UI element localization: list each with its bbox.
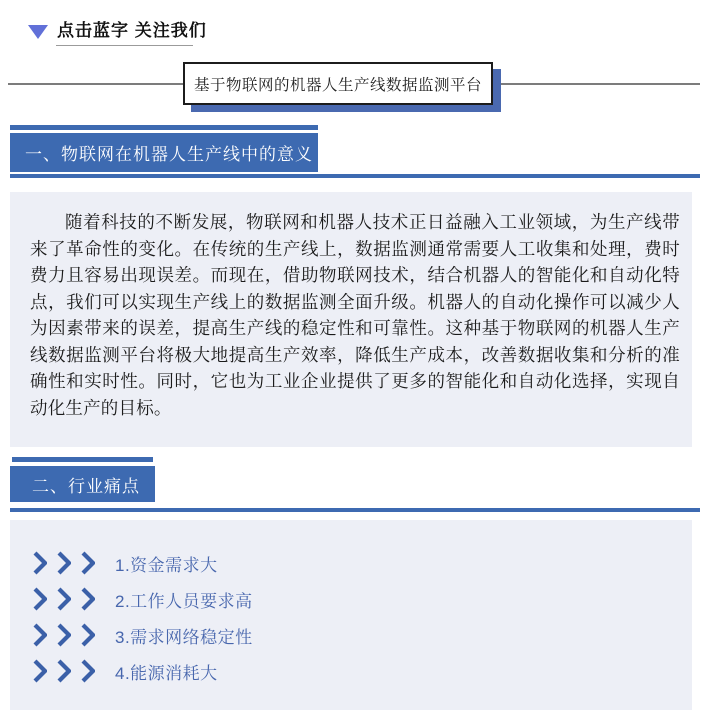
- section2-heading: 二、行业痛点: [10, 466, 155, 502]
- pain-point-label: 2.工作人员要求高: [115, 591, 253, 611]
- pain-point-list: [10, 520, 692, 689]
- section1-content-panel: [10, 192, 692, 447]
- chevron-right-icon: [57, 623, 71, 647]
- intro-paragraph: 随着科技的不断发展，物联网和机器人技术正日益融入工业领域，为生产线带来了革命性的变化。在传统的生产线上，数据监测通常需要人工收集和处理，费时费力且容易出现误差。而现在，借助物联网技术，结合机器人的智能化和自动化特点，我们可以实现生产线上的数据监测全面升级。机器人的自动化操作可以减少人为因素带来的误差，提高生产线的稳定性和可靠性。这种基于物联网的机器人生产线数据监测平台将极大地提高生产效率，降低生产成本，改善数据收集和分析的准确性和实时性。同时，它也为工业企业提供了更多的智能化和自动化选择，实现自动化生产的目标。: [30, 212, 680, 418]
- chevron-group: [33, 659, 105, 683]
- pain-point-label: 3.需求网络稳定性: [115, 627, 253, 647]
- chevron-right-icon: [81, 623, 95, 647]
- follow-underline-divider: [56, 45, 193, 46]
- pain-point-label: 1.资金需求大: [115, 555, 218, 575]
- triangle-down-icon: [28, 25, 48, 39]
- follow-us-link[interactable]: 点击蓝字 关注我们: [57, 21, 207, 40]
- chevron-right-icon: [33, 623, 47, 647]
- chevron-right-icon: [81, 587, 95, 611]
- chevron-right-icon: [33, 587, 47, 611]
- chevron-group: [33, 587, 105, 611]
- pain-point-item: [33, 653, 692, 689]
- chevron-right-icon: [57, 587, 71, 611]
- pain-point-label: 4.能源消耗大: [115, 663, 218, 683]
- chevron-group: [33, 551, 105, 575]
- pain-point-item: [33, 545, 692, 581]
- pain-point-item: [33, 581, 692, 617]
- section2-content-panel: [10, 520, 692, 710]
- chevron-right-icon: [33, 659, 47, 683]
- chevron-group: [33, 623, 105, 647]
- section2-top-bar: [12, 457, 153, 462]
- section1-underline: [10, 174, 700, 178]
- chevron-right-icon: [81, 551, 95, 575]
- section1-top-bar: [10, 125, 318, 130]
- chevron-right-icon: [33, 551, 47, 575]
- article-title-box: 基于物联网的机器人生产线数据监测平台: [183, 62, 493, 105]
- chevron-right-icon: [81, 659, 95, 683]
- chevron-right-icon: [57, 659, 71, 683]
- chevron-right-icon: [57, 551, 71, 575]
- section2-underline: [10, 508, 700, 512]
- pain-point-item: [33, 617, 692, 653]
- section1-heading: 一、物联网在机器人生产线中的意义: [10, 133, 318, 172]
